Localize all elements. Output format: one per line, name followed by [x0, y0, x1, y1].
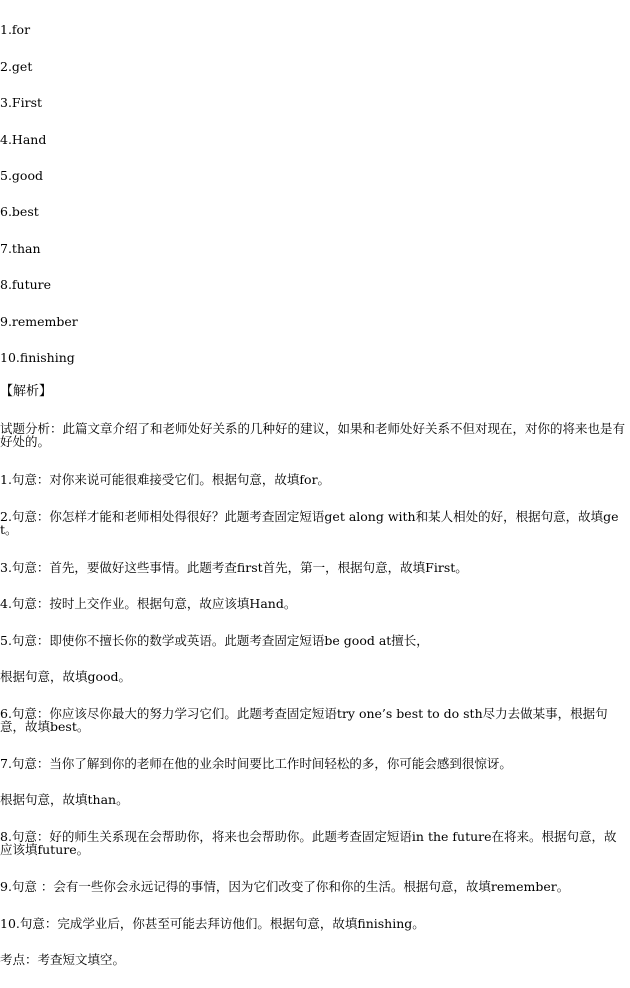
explanation-3: 3.句意：首先，要做好这些事情。此题考查first首先，第一，根据句意，故填First。: [0, 560, 468, 575]
explanation-10: 10.句意：完成学业后，你甚至可能去拜访他们。根据句意，故填finishing。: [0, 916, 425, 931]
explanation-9: 9.句意 ：会有一些你会永远记得的事情，因为它们改变了你和你的生活。根据句意，故填remember。: [0, 879, 570, 894]
explanation-7-line-1: 7.句意：当你了解到你的老师在他的业余时间要比工作时间轻松的多，你可能会感到很惊讶。: [0, 756, 512, 771]
explanation-5-line-2: 根据句意，故填good。: [0, 669, 132, 684]
answer-3: 3.First: [0, 95, 43, 110]
explanation-8: 8.句意：好的师生关系现在会帮助你，将来也会帮助你。此题考查固定短语in the future在将来。根据句意，故应该填future。: [0, 829, 617, 857]
explanation-6: 6.句意：你应该尽你最大的努力学习它们。此题考查固定短语try one’s best to do sth尽力去做某事，根据句意，故填best。: [0, 706, 608, 734]
analysis-heading: 【解析】: [0, 384, 53, 399]
explanation-5-line-1: 5.句意：即使你不擅长你的数学或英语。此题考查固定短语be good at擅长，: [0, 633, 429, 648]
kaodian-note: 考点：考查短文填空。: [0, 952, 126, 967]
explanation-1: 1.句意：对你来说可能很难接受它们。根据句意，故填for。: [0, 472, 331, 487]
answer-7: 7.than: [0, 241, 41, 256]
answer-10: 10.finishing: [0, 350, 75, 365]
answer-9: 9.remember: [0, 314, 78, 329]
answer-4: 4.Hand: [0, 132, 47, 147]
answer-8: 8.future: [0, 277, 52, 292]
explanation-2: 2.句意：你怎样才能和老师相处得很好？此题考查固定短语get along with和某人相处的好，根据句意，故填get。: [0, 509, 619, 537]
answer-6: 6.best: [0, 204, 39, 219]
answer-2: 2.get: [0, 59, 33, 74]
analysis-summary: 试题分析：此篇文章介绍了和老师处好关系的几种好的建议，如果和老师处好关系不但对现在，对你的将来也是有好处的。: [0, 421, 626, 449]
answer-5: 5.good: [0, 168, 43, 183]
explanation-7-line-2: 根据句意，故填than。: [0, 792, 129, 807]
explanation-4: 4.句意：按时上交作业。根据句意，故应该填Hand。: [0, 596, 297, 611]
answer-1: 1.for: [0, 22, 31, 37]
